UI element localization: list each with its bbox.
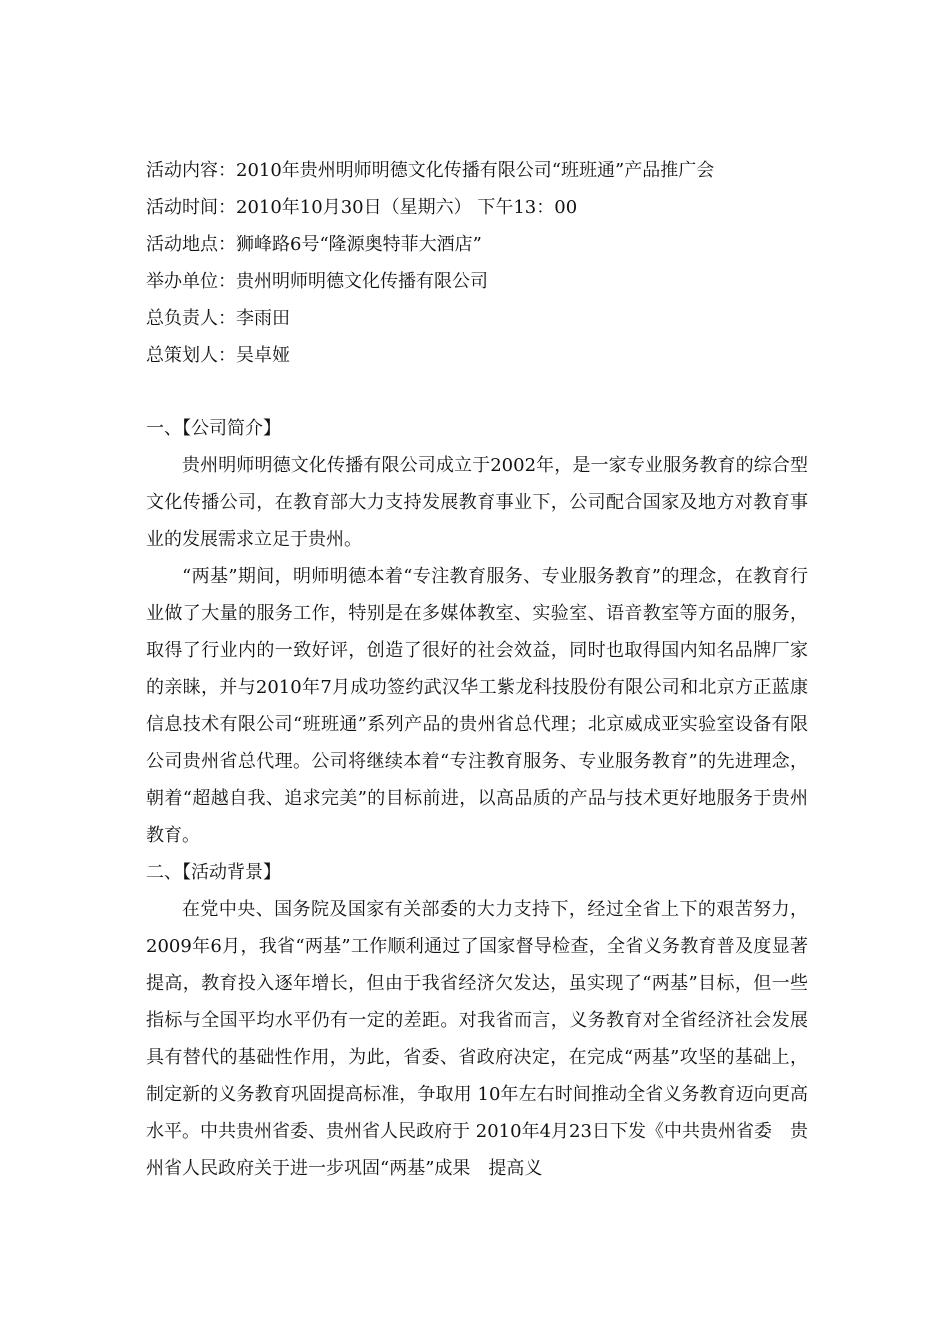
section-heading-background: 二、【活动背景】	[146, 862, 281, 883]
event-chief-line: 总负责人：李雨田	[146, 308, 290, 329]
spacer	[146, 374, 808, 410]
event-time-line: 活动时间：2010年10月30日（星期六） 下午13：00	[146, 197, 578, 218]
paragraph-company-founding: 贵州明师明德文化传播有限公司成立于2002年，是一家专业服务教育的综合型文化传播公司，在教育部大力支持发展教育事业下，公司配合国家及地方对教育事业的发展需求立足于贵州。	[146, 455, 808, 550]
event-content-line: 活动内容：2010年贵州明师明德文化传播有限公司“班班通”产品推广会	[146, 160, 715, 181]
paragraph-company-services: “两基”期间，明师明德本着“专注教育服务、专业服务教育”的理念，在教育行业做了大量的服务工作，特别是在多媒体教室、实验室、语音教室等方面的服务，取得了行业内的一致好评，创造了很好的社会效益，同时也取得国内知名品牌厂家的亲睐，并与2010年7月成功签约武汉华工紫龙科技股份有限公司和北京方正蓝康信息技术有限公司“班班通”系列产品的贵州省总代理；北京威成亚实验室设备有限公司贵州省总代理。公司将继续本着“专注教育服务、专业服务教育”的先进理念，朝着“超越自我、追求完美”的目标前进，以高品质的产品与技术更好地服务于贵州教育。	[146, 566, 808, 846]
event-location-line: 活动地点：狮峰路6号“隆源奥特菲大酒店”	[146, 234, 482, 255]
section-heading-company-intro: 一、【公司简介】	[146, 418, 281, 439]
event-planner-line: 总策划人：吴卓娅	[146, 345, 290, 366]
event-organizer-line: 举办单位：贵州明师明德文化传播有限公司	[146, 271, 488, 292]
paragraph-background: 在党中央、国务院及国家有关部委的大力支持下，经过全省上下的艰苦努力，2009年6月，我省“两基”工作顺利通过了国家督导检查，全省义务教育普及度显著提高，教育投入逐年增长，但由于我省经济欠发达，虽实现了“两基”目标，但一些指标与全国平均水平仍有一定的差距。对我省而言，义务教育对全省经济社会发展具有替代的基础性作用，为此，省委、省政府决定，在完成“两基”攻坚的基础上，制定新的义务教育巩固提高标准，争取用 10年左右时间推动全省义务教育迈向更高水平。中共贵州省委、贵州省人民政府于 2010年4月23日下发《中共贵州省委 贵州省人民政府关于进一步巩固“两基”成果 提高义	[146, 899, 808, 1179]
document-page	[146, 152, 808, 1187]
